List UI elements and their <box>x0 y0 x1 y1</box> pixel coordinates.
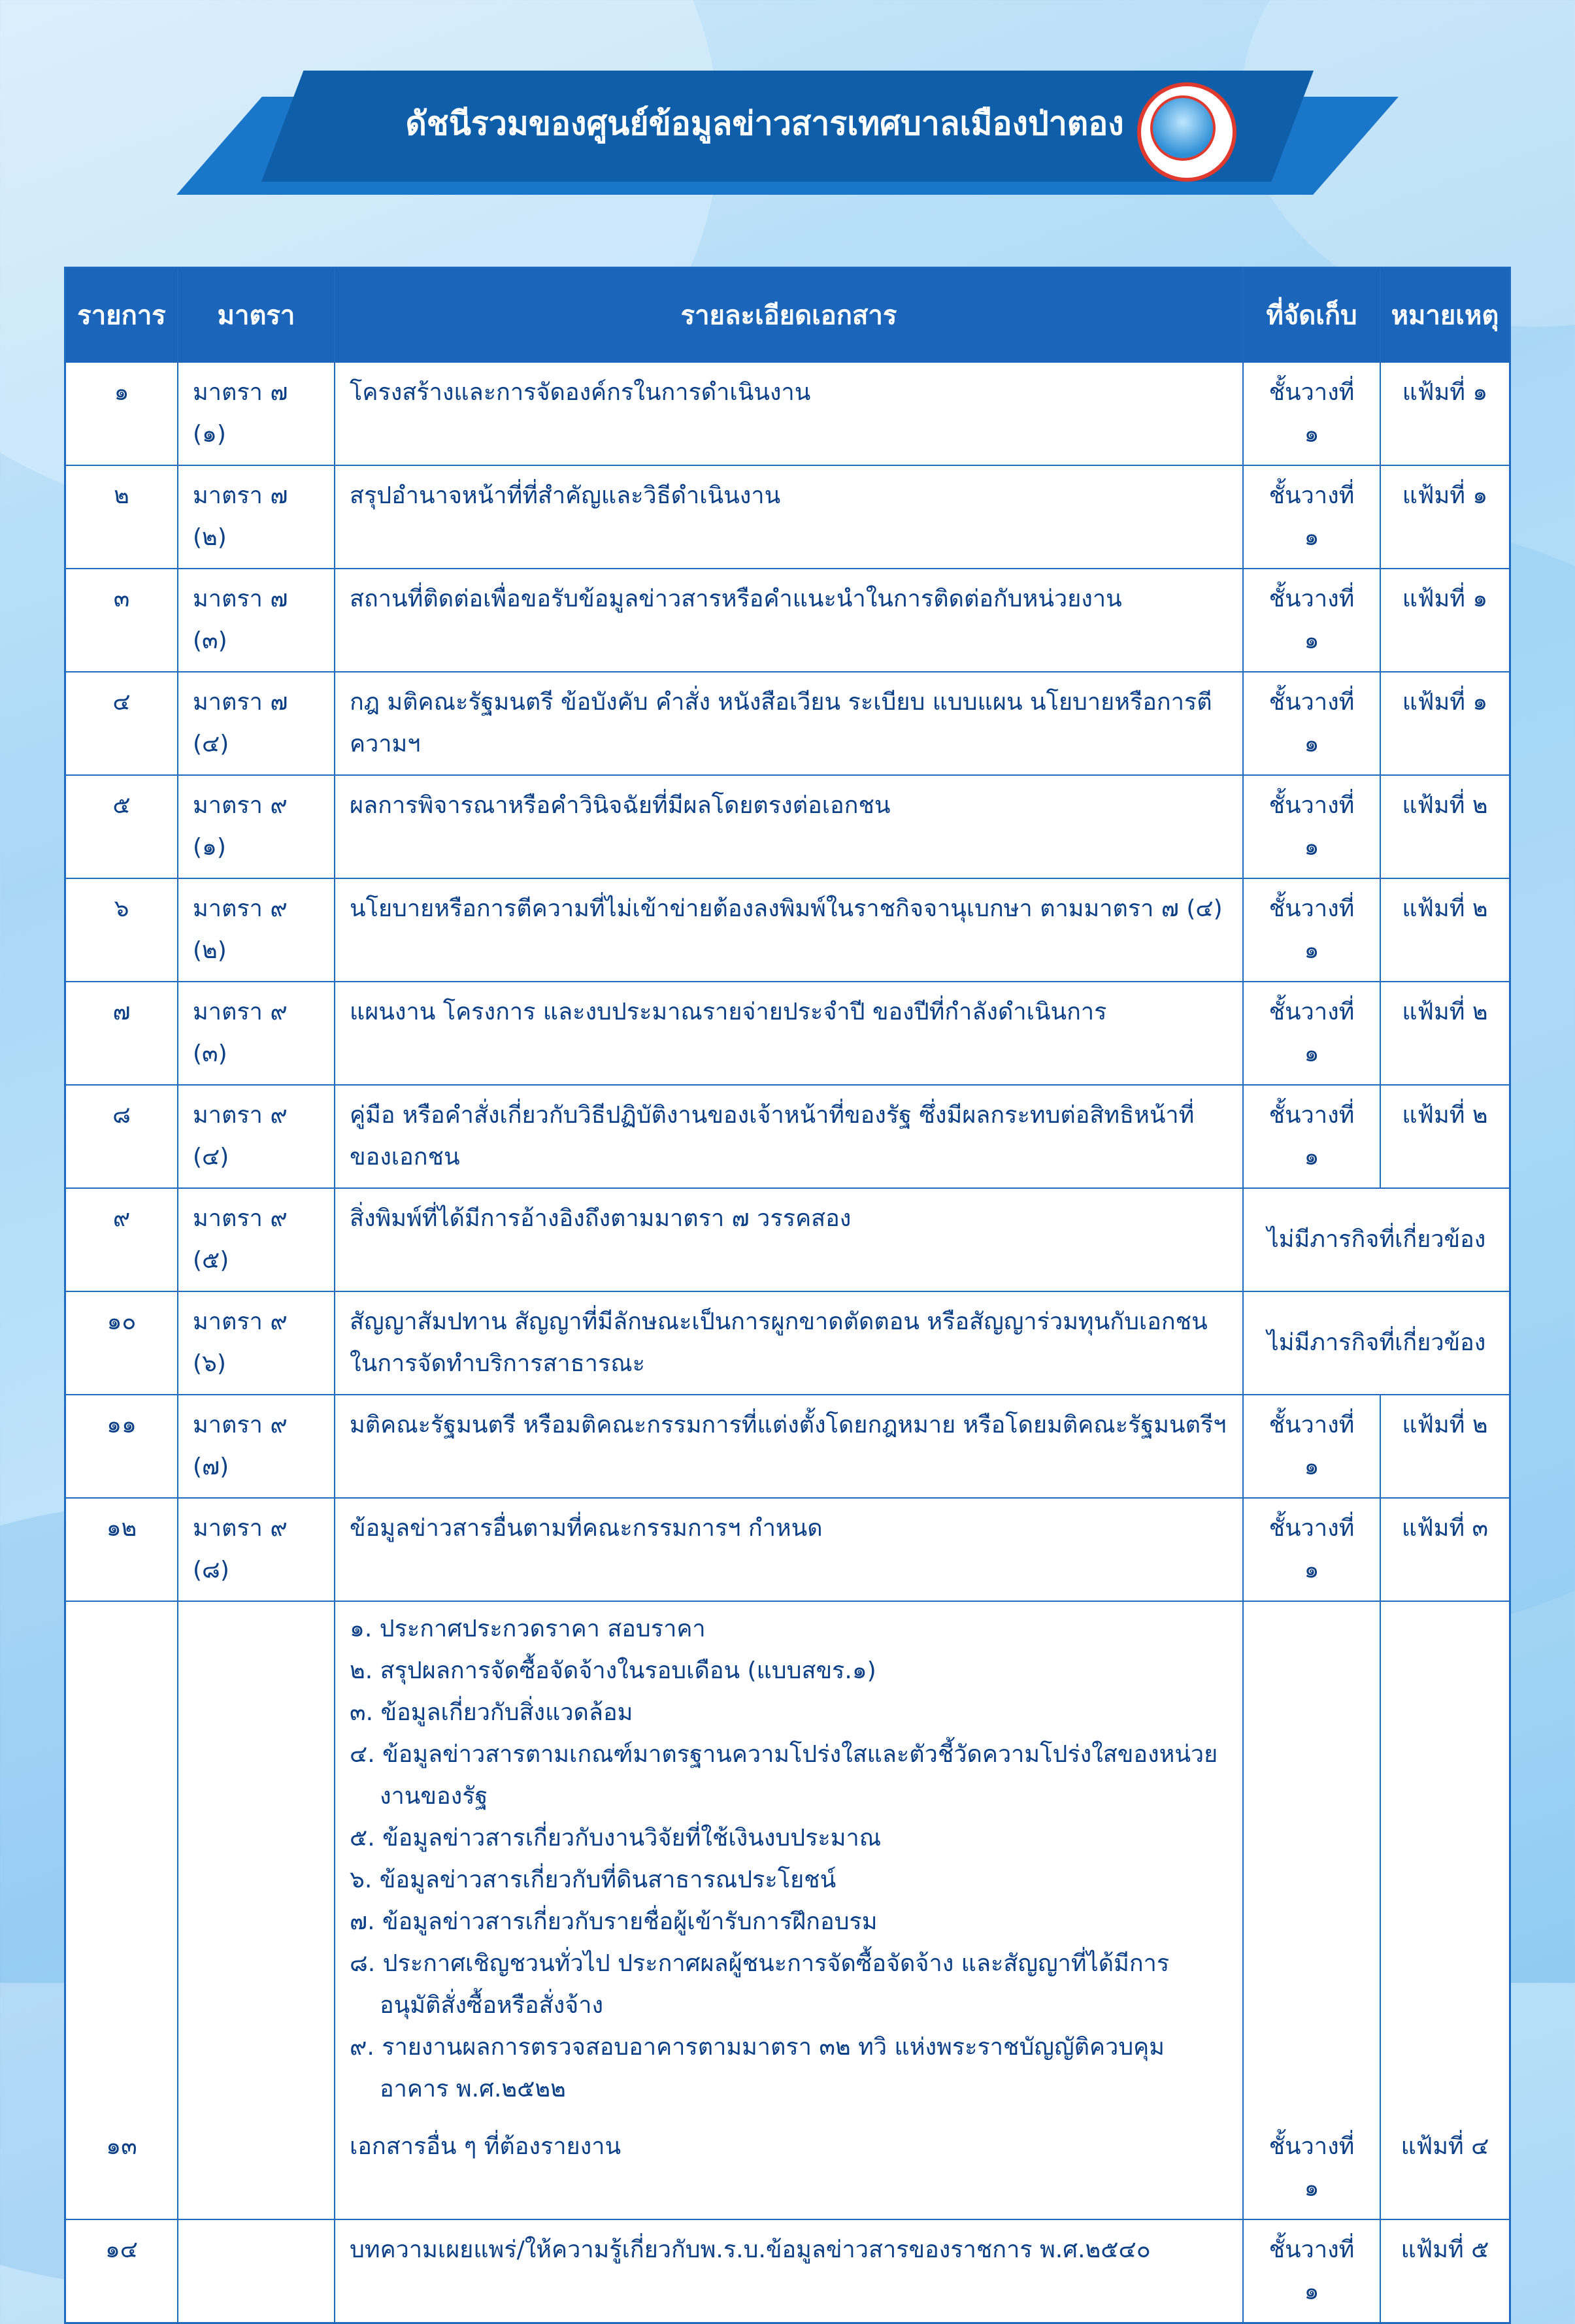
table-cell-note: แฟ้มที่ ๒ <box>1380 1395 1509 1497</box>
table-cell-detail: สถานที่ติดต่อเพื่อขอรับข้อมูลข่าวสารหรือคำแนะนำในการติดต่อกับหน่วยงาน <box>334 569 1242 671</box>
table-row-subitems <box>66 1601 1509 2117</box>
table-cell-no <box>66 1602 177 2117</box>
title-banner <box>176 58 1399 208</box>
seal-emblem-icon <box>1150 95 1216 161</box>
subitem-text: ๗. ข้อมูลข่าวสารเกี่ยวกับรายชื่อผู้เข้ารับการฝึกอบรม <box>350 1908 878 1935</box>
table-cell-no: ๙ <box>112 1205 131 1232</box>
table-cell-section: มาตรา ๙ (๕) <box>177 1189 334 1291</box>
subitem-text: ๖. ข้อมูลข่าวสารเกี่ยวกับที่ดินสาธารณประโยชน์ <box>350 1867 837 1893</box>
table-cell-section: มาตรา ๙ (๘) <box>177 1499 334 1601</box>
table-cell-no: ๑๐ <box>107 1308 137 1335</box>
table-row <box>66 1291 1509 1394</box>
table-cell-storage: ชั้นวางที่ ๑ <box>1242 1086 1380 1187</box>
table-cell-section: มาตรา ๗ (๔) <box>177 672 334 774</box>
subitem-text: ๘. ประกาศเชิญชวนทั่วไป ประกาศผลผู้ชนะการจัดซื้อจัดจ้าง และสัญญาที่ได้มีการอนุมัติสั่งซื้อหรือสั่งจ้าง <box>350 1950 1170 2019</box>
table-cell-detail: คู่มือ หรือคำสั่งเกี่ยวกับวิธีปฏิบัติงานของเจ้าหน้าที่ของรัฐ ซึ่งมีผลกระทบต่อสิทธิหน้าที่ของเอกชน <box>334 1086 1242 1187</box>
table-row <box>66 1084 1509 1187</box>
table-cell-storage: ชั้นวางที่ ๑ <box>1242 2220 1380 2322</box>
table-cell-storage: ชั้นวางที่ ๑ <box>1242 879 1380 981</box>
table-row <box>66 465 1509 568</box>
header-cell-detail: รายละเอียดเอกสาร <box>334 269 1242 363</box>
header-cell-section: มาตรา <box>177 269 334 363</box>
table-cell-note: แฟ้มที่ ๓ <box>1380 1499 1509 1601</box>
table-row <box>66 363 1509 465</box>
table-cell-detail: สรุปอำนาจหน้าที่ที่สำคัญและวิธีดำเนินงาน <box>334 466 1242 568</box>
table-cell-no-mission: ไม่มีภารกิจที่เกี่ยวข้อง <box>1242 1292 1509 1394</box>
table-cell-section <box>177 1602 334 2117</box>
table-cell-no: ๑๓ <box>106 2133 137 2160</box>
table-cell-detail: มติคณะรัฐมนตรี หรือมติคณะกรรมการที่แต่งตั้งโดยกฎหมาย หรือโดยมติคณะรัฐมนตรีฯ <box>334 1395 1242 1497</box>
table-cell-detail: แผนงาน โครงการ และงบประมาณรายจ่ายประจำปี ของปีที่กำลังดำเนินการ <box>334 982 1242 1084</box>
table-row <box>66 878 1509 981</box>
table-cell-detail: ผลการพิจารณาหรือคำวินิจฉัยที่มีผลโดยตรงต่อเอกชน <box>334 776 1242 878</box>
table-row <box>66 671 1509 774</box>
subitem-text: ๑. ประกาศประกวดราคา สอบราคา <box>350 1616 706 1642</box>
table-cell-note: แฟ้มที่ ๑ <box>1380 466 1509 568</box>
table-cell-detail: นโยบายหรือการตีความที่ไม่เข้าข่ายต้องลงพิมพ์ในราชกิจจานุเบกษา ตามมาตรา ๗ (๔) <box>334 879 1242 981</box>
table-cell-no: ๒ <box>114 482 129 509</box>
table-cell-section: มาตรา ๙ (๖) <box>177 1292 334 1394</box>
table-cell-detail: ข้อมูลข่าวสารอื่นตามที่คณะกรรมการฯ กำหนด <box>334 1499 1242 1601</box>
table-cell-section: มาตรา ๙ (๗) <box>177 1395 334 1497</box>
table-cell-section: มาตรา ๙ (๓) <box>177 982 334 1084</box>
header-cell-item: รายการ <box>77 301 166 331</box>
table-row <box>66 1187 1509 1291</box>
table-header-row <box>66 269 1509 363</box>
table-cell-detail: สัญญาสัมปทาน สัญญาที่มีลักษณะเป็นการผูกขาดตัดตอน หรือสัญญาร่วมทุนกับเอกชนในการจัดทำบริการสาธารณะ <box>334 1292 1242 1394</box>
table-cell-no: ๘ <box>112 1102 131 1129</box>
table-cell-note: แฟ้มที่ ๑ <box>1380 672 1509 774</box>
table-cell-no: ๓ <box>113 586 130 612</box>
table-cell-no: ๑๑ <box>107 1412 137 1438</box>
table-cell-note: แฟ้มที่ ๒ <box>1380 1086 1509 1187</box>
subitem-text: ๓. ข้อมูลเกี่ยวกับสิ่งแวดล้อม <box>350 1699 633 1726</box>
table-cell-storage: ชั้นวางที่ ๑ <box>1242 363 1380 465</box>
table-cell-no: ๑๔ <box>105 2236 139 2263</box>
subitem-text: ๔. ข้อมูลข่าวสารตามเกณฑ์มาตรฐานความโปร่งใสและตัวชี้วัดความโปร่งใสของหน่วยงานของรัฐ <box>350 1741 1218 1810</box>
table-row <box>66 2117 1509 2219</box>
table-cell-storage: ชั้นวางที่ ๑ <box>1242 1499 1380 1601</box>
index-table <box>64 267 1511 2324</box>
table-cell-note: แฟ้มที่ ๒ <box>1380 982 1509 1084</box>
table-cell-no: ๕ <box>112 792 131 819</box>
subitem-text: ๕. ข้อมูลข่าวสารเกี่ยวกับงานวิจัยที่ใช้เงินงบประมาณ <box>350 1825 882 1851</box>
table-cell-detail: โครงสร้างและการจัดองค์กรในการดำเนินงาน <box>334 363 1242 465</box>
table-cell-detail: กฎ มติคณะรัฐมนตรี ข้อบังคับ คำสั่ง หนังสือเวียน ระเบียบ แบบแผน นโยบายหรือการตีความฯ <box>334 672 1242 774</box>
table-cell-note: แฟ้มที่ ๔ <box>1380 2117 1509 2219</box>
table-cell-note: แฟ้มที่ ๕ <box>1380 2220 1509 2322</box>
table-cell-note: แฟ้มที่ ๒ <box>1380 879 1509 981</box>
table-cell-storage: ชั้นวางที่ ๑ <box>1242 776 1380 878</box>
table-row <box>66 981 1509 1084</box>
table-cell-no-mission: ไม่มีภารกิจที่เกี่ยวข้อง <box>1242 1189 1509 1291</box>
table-cell-no: ๑๒ <box>106 1515 137 1542</box>
table-cell-storage: ชั้นวางที่ ๑ <box>1242 2117 1380 2219</box>
table-cell-section: มาตรา ๗ (๑) <box>177 363 334 465</box>
table-cell-no: ๔ <box>112 689 131 716</box>
table-cell-no: ๖ <box>114 895 129 922</box>
table-cell-note: แฟ้มที่ ๑ <box>1380 569 1509 671</box>
table-cell-detail: เอกสารอื่น ๆ ที่ต้องรายงาน <box>334 2117 1242 2219</box>
table-row <box>66 1394 1509 1497</box>
table-cell-storage: ชั้นวางที่ ๑ <box>1242 982 1380 1084</box>
table-cell-section <box>177 2117 334 2219</box>
table-cell-storage: ชั้นวางที่ ๑ <box>1242 672 1380 774</box>
header-cell-storage: ที่จัดเก็บ <box>1242 269 1380 363</box>
table-row <box>66 774 1509 878</box>
page-title: ดัชนีรวมของศูนย์ข้อมูลข่าวสารเทศบาลเมืองป่าตอง <box>405 105 1124 142</box>
table-row <box>66 2219 1509 2322</box>
header-cell-note: หมายเหตุ <box>1380 269 1509 363</box>
subitem-text: ๒. สรุปผลการจัดซื้อจัดจ้างในรอบเดือน (แบบสขร.๑) <box>350 1657 876 1684</box>
table-cell-storage: ชั้นวางที่ ๑ <box>1242 569 1380 671</box>
table-cell-storage: ชั้นวางที่ ๑ <box>1242 1395 1380 1497</box>
table-row <box>66 568 1509 671</box>
municipality-seal-logo <box>1137 82 1236 182</box>
table-cell-section <box>177 2220 334 2322</box>
table-cell-storage: ชั้นวางที่ ๑ <box>1242 466 1380 568</box>
table-cell-subitems <box>334 1602 1242 2117</box>
table-cell-section: มาตรา ๙ (๑) <box>177 776 334 878</box>
table-cell-detail: สิ่งพิมพ์ที่ได้มีการอ้างอิงถึงตามมาตรา ๗ วรรคสอง <box>334 1189 1242 1291</box>
table-cell-note: แฟ้มที่ ๑ <box>1380 363 1509 465</box>
table-cell-no: ๗ <box>112 999 131 1025</box>
table-cell-section: มาตรา ๙ (๔) <box>177 1086 334 1187</box>
table-cell-note <box>1380 1602 1509 2117</box>
table-cell-section: มาตรา ๗ (๓) <box>177 569 334 671</box>
table-cell-section: มาตรา ๙ (๒) <box>177 879 334 981</box>
table-cell-storage <box>1242 1602 1380 2117</box>
table-cell-no: ๑ <box>114 379 129 406</box>
table-cell-section: มาตรา ๗ (๒) <box>177 466 334 568</box>
table-cell-note: แฟ้มที่ ๒ <box>1380 776 1509 878</box>
table-cell-detail: บทความเผยแพร่/ให้ความรู้เกี่ยวกับพ.ร.บ.ข้อมูลข่าวสารของราชการ พ.ศ.๒๕๔๐ <box>334 2220 1242 2322</box>
subitem-text: ๙. รายงานผลการตรวจสอบอาคารตามมาตรา ๓๒ ทวิ แห่งพระราชบัญญัติควบคุมอาคาร พ.ศ.๒๕๒๒ <box>350 2034 1165 2102</box>
table-row <box>66 1497 1509 1601</box>
